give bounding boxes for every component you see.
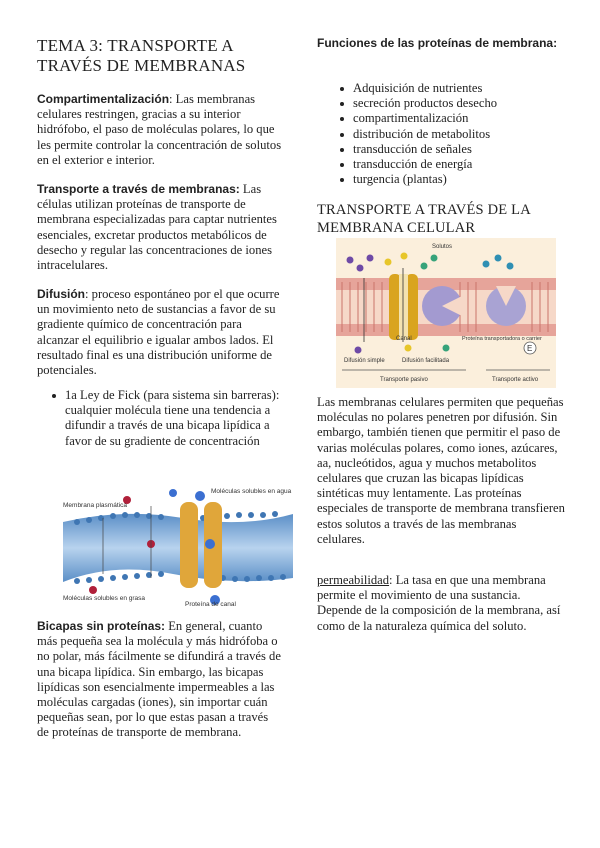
page-title: TEMA 3: TRANSPORTE A TRAVÉS DE MEMBRANAS: [37, 36, 246, 75]
label-proteina-canal: Proteína de canal: [185, 601, 236, 608]
compartimentalizacion-term: Compartimentalización: [37, 92, 170, 106]
list-item: secreción productos desecho: [353, 96, 567, 111]
membranas-paragraph: Las membranas celulares permiten que pequeñas moléculas no polares penetren por difusión. Sin embargo, también tienen que permitir el paso de varias moléculas polares, como iones, azúcares, aa, nucleótidos, agua y muchos metabolitos celulares que cruzan las bicapas lipídicas sintéticas muy lentamente. Las proteínas especiales de transporte de membrana transfieren estos solutos a través de las membranas celulares.: [317, 395, 565, 546]
list-item: compartimentalización: [353, 111, 567, 126]
section-title: TRANSPORTE A TRAVÉS DE LA MEMBRANA CELULAR: [317, 202, 531, 236]
transporte-term: Transporte a través de membranas:: [37, 182, 240, 196]
label-difusion-facilitada: Difusión facilitada: [402, 358, 450, 364]
list-item: Adquisición de nutrientes: [353, 81, 567, 96]
funciones-heading: Funciones de las proteínas de membrana:: [317, 36, 558, 50]
compartimentalizacion-paragraph: Compartimentalización: Las membranas celulares restringen, gracias a su interior hidrófobo, el paso de moléculas polares, lo que les permite controlar la concentración de solutos en el exterior e interior.: [37, 92, 282, 167]
list-item: transducción de señales: [353, 142, 567, 157]
label-solutos: Solutos: [432, 244, 453, 250]
label-membrana: Membrana plasmática: [63, 502, 127, 509]
label-solubles-grasa: Moléculas solubles en grasa: [63, 595, 146, 602]
transporte-paragraph: Transporte a través de membranas: Las células utilizan proteínas de transporte de membrana especializadas para captar nutrientes esenciales, excretar productos metabólicos de desecho y regular las concentraciones de iones intracelulares.: [37, 182, 277, 273]
bicapas-paragraph: Bicapas sin proteínas: En general, cuanto más pequeña sea la molécula y más hidrófoba o no polar, más fácilmente se difundirá a través de una bicapa lipídica. Sin embargo, las bicapas lipídicas son esencialmente impermeables a las moléculas cargadas (iones), sin importar cuán pequeñas sean, por lo que estas pasan a través de proteínas de transporte de membrana.: [37, 619, 281, 740]
label-transporte-pasivo: Transporte pasivo: [380, 377, 428, 383]
label-transporte-activo: Transporte activo: [492, 377, 539, 383]
fick-list: [65, 388, 283, 449]
list-item: turgencia (plantas): [353, 172, 567, 187]
transport-types-figure: [321, 238, 571, 388]
permeabilidad-paragraph: permeabilidad: La tasa en que una membrana permite el movimiento de una sustancia. Depende de la composición de la membrana, así como de la naturaleza química del soluto.: [317, 573, 561, 633]
funciones-list: [353, 81, 567, 187]
list-item: transducción de energía: [353, 157, 567, 172]
label-solubles-agua: Moléculas solubles en agua: [211, 488, 292, 495]
list-item: distribución de metabolitos: [353, 127, 567, 142]
bicapas-term: Bicapas sin proteínas:: [37, 619, 166, 633]
membrane-channel-figure: [55, 478, 301, 612]
channel-protein-left: [180, 502, 198, 588]
label-canal: Canal: [396, 336, 412, 342]
difusion-term: Difusión: [37, 287, 85, 301]
difusion-paragraph: Difusión: proceso espontáneo por el que ocurre un movimiento neto de sustancias a favor de su gradiente químico de concentración para alcanzar el equilibrio e igualar ambos lados. El resultado final es una distribución uniforme de potenciales.: [37, 287, 280, 378]
fick-list-item: 1a Ley de Fick (para sistema sin barreras): cualquier molécula tiene una tendencia a difundir a través de una bicapa lipídica a favor de su gradiente de concentración: [65, 388, 283, 449]
label-difusion-simple: Difusión simple: [344, 358, 385, 364]
energy-label: E: [527, 344, 533, 353]
permeabilidad-term: permeabilidad: [317, 573, 390, 587]
label-proteina-transportadora: Proteína transportadora o carrier: [462, 336, 542, 342]
